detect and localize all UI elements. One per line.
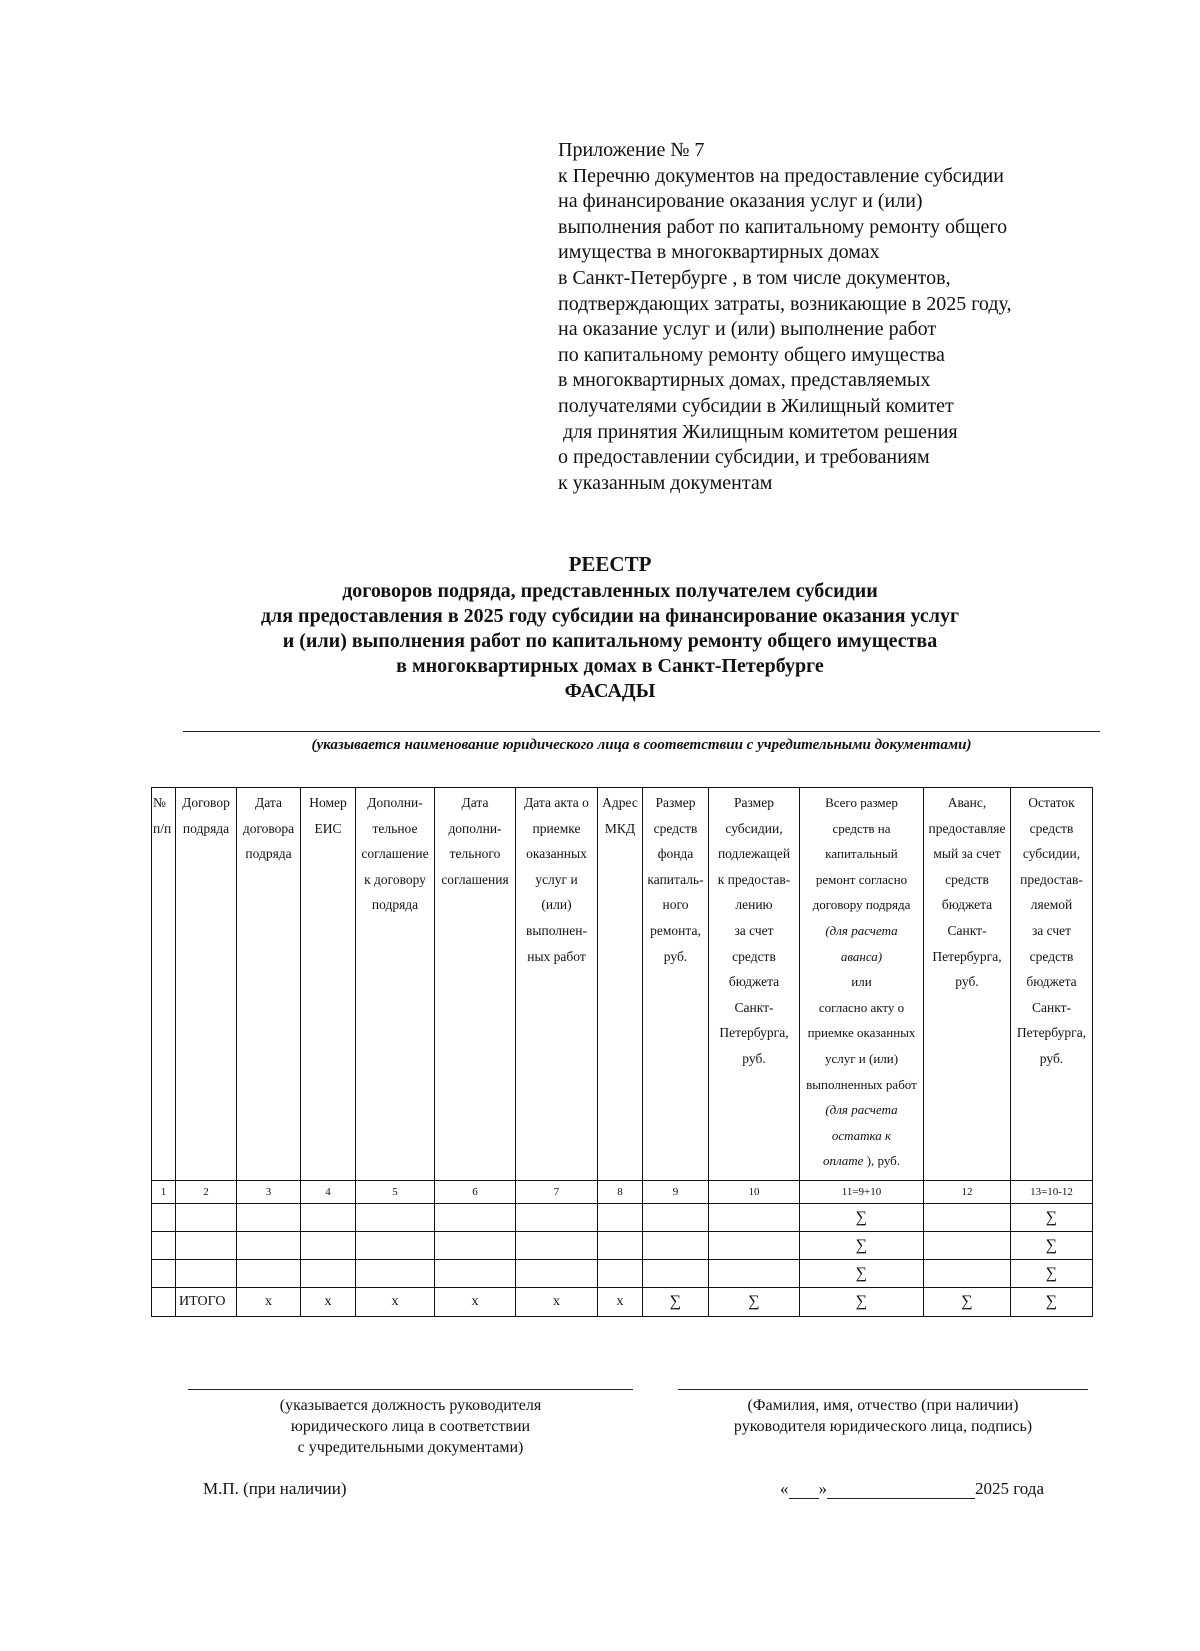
position-caption: (указывается должность руководителя юридического лица в соответствии с учредительными документами) <box>279 1397 542 1456</box>
table-row <box>152 1232 1093 1260</box>
column-number: 2 <box>176 1181 237 1204</box>
header-cell: Размер средств фонда капиталь- ного ремонта, руб. <box>643 788 709 1181</box>
total-cell: ∑ <box>924 1288 1011 1317</box>
title-line: договоров подряда, представленных получателем субсидии <box>342 580 878 602</box>
header-cell: Дата договора подряда <box>237 788 301 1181</box>
total-cell: x <box>356 1288 435 1317</box>
appendix-line: имущества в многоквартирных домах <box>558 241 880 264</box>
org-name-caption: (указывается наименование юридического лица в соответствии с учредительными документами) <box>311 737 972 753</box>
register-table <box>151 787 1093 1317</box>
sum-cell: ∑ <box>1011 1204 1093 1232</box>
title-line: для предоставления в 2025 году субсидии на финансирование оказания услуг <box>260 605 960 627</box>
sum-cell: ∑ <box>800 1232 924 1260</box>
appendix-line: на финансирование оказания услуг и (или) <box>558 190 923 213</box>
appendix-line: на оказание услуг и (или) выполнение работ <box>558 318 937 341</box>
title-line: и (или) выполнения работ по капитальному ремонту общего имущества <box>282 630 938 652</box>
appendix-line: по капитальному ремонту общего имущества <box>558 343 945 366</box>
appendix-line: выполнения работ по капитальному ремонту общего <box>558 215 1008 238</box>
name-caption: (Фамилия, имя, отчество (при наличии) руководителя юридического лица, подпись) <box>733 1397 1033 1435</box>
total-label: ИТОГО <box>176 1288 237 1317</box>
position-signature-line <box>188 1389 633 1390</box>
table-row <box>152 1204 1093 1232</box>
appendix-block <box>558 138 1158 496</box>
column-number: 13=10-12 <box>1011 1181 1093 1204</box>
header-cell: Адрес МКД <box>598 788 643 1181</box>
sum-cell: ∑ <box>1011 1232 1093 1260</box>
column-number: 4 <box>301 1181 356 1204</box>
total-cell: ∑ <box>709 1288 800 1317</box>
column-number: 7 <box>516 1181 598 1204</box>
header-cell: Дата акта о приемке оказанных услуг и (или) выполнен- ных работ <box>516 788 598 1181</box>
appendix-line: к Перечню документов на предоставление субсидии <box>558 164 1004 187</box>
header-cell: Размер субсидии, подлежащей к предостав- лению за счет средств бюджета Санкт- Петербурга, руб. <box>709 788 800 1181</box>
header-cell: Остаток средств субсидии, предостав- ляемой за счет средств бюджета Санкт- Петербурга, руб. <box>1011 788 1093 1181</box>
total-cell: x <box>516 1288 598 1317</box>
table-header-row <box>152 788 1093 1181</box>
header-cell: № п/п <box>152 788 176 1181</box>
header-cell: Дополни- тельное соглашение к договору подряда <box>356 788 435 1181</box>
total-cell: ∑ <box>643 1288 709 1317</box>
header-cell: Номер ЕИС <box>301 788 356 1181</box>
column-number: 1 <box>152 1181 176 1204</box>
total-cell: x <box>237 1288 301 1317</box>
header-cell: Дата дополни- тельного соглашения <box>435 788 516 1181</box>
title-section: ФАСАДЫ <box>564 680 656 702</box>
column-number-row <box>152 1181 1093 1204</box>
sum-cell: ∑ <box>800 1204 924 1232</box>
column-number: 10 <box>709 1181 800 1204</box>
appendix-line: получателями субсидии в Жилищный комитет <box>558 394 954 417</box>
total-cell: x <box>301 1288 356 1317</box>
column-number: 3 <box>237 1181 301 1204</box>
header-cell: Договор подряда <box>176 788 237 1181</box>
sum-cell: ∑ <box>800 1260 924 1288</box>
column-number: 11=9+10 <box>800 1181 924 1204</box>
document-title <box>150 552 1070 704</box>
title-line: в многоквартирных домах в Санкт-Петербурге <box>396 655 824 677</box>
total-row <box>152 1288 1093 1317</box>
column-number: 5 <box>356 1181 435 1204</box>
total-cell: x <box>598 1288 643 1317</box>
stamp-placeholder: М.П. (при наличии) <box>203 1479 347 1498</box>
name-signature-line <box>678 1389 1088 1390</box>
header-cell: Всего размер средств на капитальный ремонт согласно договору подряда (для расчета аванса) или согласно акту о приемке оказанных услуг и (или) выполненных работ (для расчета остатка к оплате ), руб. <box>800 788 924 1181</box>
appendix-line: Приложение № 7 <box>558 139 705 161</box>
appendix-line: подтверждающих затраты, возникающие в 2025 году, <box>558 292 1012 315</box>
appendix-line: для принятия Жилищным комитетом решения <box>558 420 958 443</box>
column-number: 8 <box>598 1181 643 1204</box>
total-cell: x <box>435 1288 516 1317</box>
total-cell: ∑ <box>1011 1288 1093 1317</box>
header-cell: Аванс, предоставляе мый за счет средств бюджета Санкт- Петербурга, руб. <box>924 788 1011 1181</box>
date-line: « » 2025 года <box>780 1479 1045 1498</box>
appendix-line: к указанным документам <box>558 471 773 494</box>
column-number: 12 <box>924 1181 1011 1204</box>
org-name-line <box>183 731 1100 732</box>
total-cell: ∑ <box>800 1288 924 1317</box>
appendix-line: о предоставлении субсидии, и требованиям <box>558 446 930 469</box>
column-number: 9 <box>643 1181 709 1204</box>
table-row <box>152 1260 1093 1288</box>
sum-cell: ∑ <box>1011 1260 1093 1288</box>
appendix-line: в Санкт-Петербурге , в том числе документов, <box>558 266 951 289</box>
title-heading: РЕЕСТР <box>568 552 652 576</box>
appendix-line: в многоквартирных домах, представляемых <box>558 369 931 392</box>
column-number: 6 <box>435 1181 516 1204</box>
